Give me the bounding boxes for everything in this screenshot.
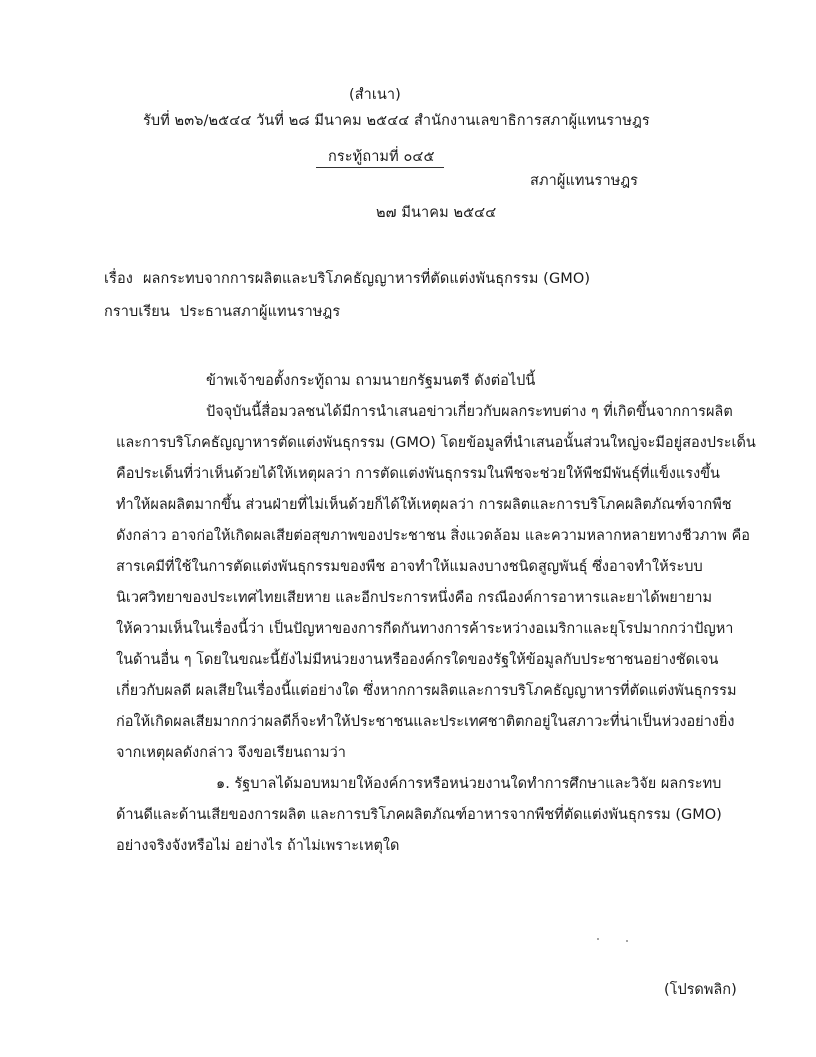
salutation-text: ประธานสภาผู้แทนราษฎร [179, 304, 341, 320]
body-line: จากเหตุผลดังกล่าว จึงขอเรียนถามว่า [116, 745, 346, 761]
body-line: ด้านดีและด้านเสียของการผลิต และการบริโภคผลิตภัณฑ์อาหารจากพืชที่ตัดแต่งพันธุกรรม (GMO) [116, 807, 722, 823]
salutation-row [104, 302, 340, 322]
please-turn-note: (โปรดพลิก) [664, 982, 737, 998]
body-text [116, 366, 756, 862]
organization-name: สภาผู้แทนราษฎร [530, 173, 639, 189]
scan-speck [626, 940, 628, 942]
copy-mark: (สำเนา) [349, 87, 401, 103]
body-line: สารเคมีที่ใช้ในการตัดแต่งพันธุกรรมของพืช อาจทำให้แมลงบางชนิดสูญพันธุ์ ซึ่งอาจทำให้ระบบ [116, 559, 703, 575]
body-line: ปัจจุบันนี้สื่อมวลชนได้มีการนำเสนอข่าวเกี่ยวกับผลกระทบต่าง ๆ ที่เกิดขึ้นจากการผลิต [206, 404, 733, 420]
subject-text: ผลกระทบจากการผลิตและบริโภคธัญญาหารที่ตัดแต่งพันธุกรรม (GMO) [142, 271, 591, 287]
body-line: เกี่ยวกับผลดี ผลเสียในเรื่องนี้แต่อย่างใด ซึ่งหากการผลิตและการบริโภคธัญญาหารที่ตัดแต่งพันธุกรรม [116, 683, 737, 699]
body-line: นิเวศวิทยาของประเทศไทยเสียหาย และอีกประการหนึ่งคือ กรณีองค์การอาหารและยาได้พยายาม [116, 590, 713, 606]
body-line: ทำให้ผลผลิตมากขึ้น ส่วนฝ่ายที่ไม่เห็นด้วยก็ได้ให้เหตุผลว่า การผลิตและการบริโภคผลิตภัณฑ์จากพืช [116, 497, 732, 513]
body-line: ในด้านอื่น ๆ โดยในขณะนี้ยังไม่มีหน่วยงานหรือองค์กรใดของรัฐให้ข้อมูลกับประชาชนอย่างชัดเจน [116, 652, 719, 668]
body-line: ก่อให้เกิดผลเสียมากกว่าผลดีก็จะทำให้ประชาชนและประเทศชาติตกอยู่ในสภาวะที่น่าเป็นห่วงอย่างยิ่ง [116, 714, 735, 730]
body-line: ดังกล่าว อาจก่อให้เกิดผลเสียต่อสุขภาพของประชาชน สิ่งแวดล้อม และความหลากหลายทางชีวภาพ คือ [116, 528, 750, 544]
body-line: อย่างจริงจังหรือไม่ อย่างไร ถ้าไม่เพราะเหตุใด [116, 838, 400, 854]
body-line: และการบริโภคธัญญาหารตัดแต่งพันธุกรรม (GMO) โดยข้อมูลที่นำเสนอนั้นส่วนใหญ่จะมีอยู่สองประเด็น [116, 435, 756, 451]
body-line: คือประเด็นที่ว่าเห็นด้วยได้ให้เหตุผลว่า การตัดแต่งพันธุกรรมในพืชจะช่วยให้พืชมีพันธุ์ที่แข็งแรงขึ้น [116, 466, 720, 482]
salutation-label: กราบเรียน [104, 304, 170, 320]
scan-speck [597, 938, 599, 940]
subject-row [104, 269, 590, 289]
subject-label: เรื่อง [104, 271, 133, 287]
question-number: กระทู้ถามที่ ๐๔๕ [328, 149, 435, 165]
question-item-1: ๑. รัฐบาลได้มอบหมายให้องค์การหรือหน่วยงานใดทำการศึกษาและวิจัย ผลกระทบ [216, 776, 722, 792]
body-line: ให้ความเห็นในเรื่องนี้ว่า เป็นปัญหาของการกีดกันทางการค้าระหว่างอเมริกาและยุโรปมากกว่าปัญหา [116, 621, 734, 637]
body-line: ข้าพเจ้าขอตั้งกระทู้ถาม ถามนายกรัฐมนตรี ดังต่อไปนี้ [206, 373, 536, 389]
document-date: ๒๗ มีนาคม ๒๕๔๔ [376, 205, 497, 221]
received-stamp-line: รับที่ ๒๓๖/๒๕๔๔ วันที่ ๒๘ มีนาคม ๒๕๔๔ สำนักงานเลขาธิการสภาผู้แทนราษฎร [143, 113, 650, 129]
question-number-underline [316, 167, 444, 168]
